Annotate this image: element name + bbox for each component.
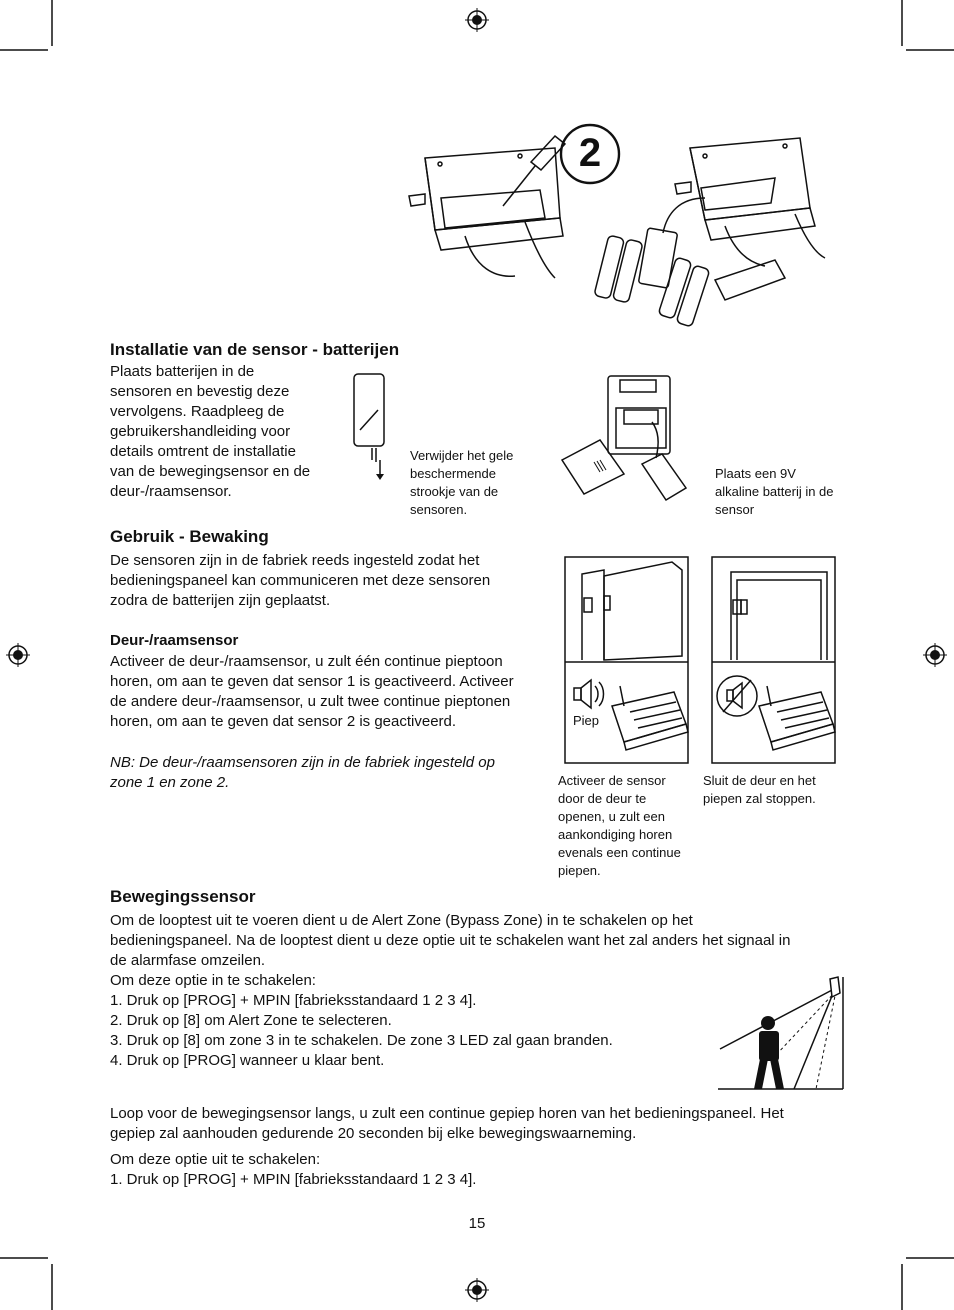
heading-installatie: Installatie van de sensor - batterijen	[110, 340, 400, 359]
caption-9v: Plaats een 9V alkaline batterij in de sensor	[715, 466, 834, 517]
registration-mark-right-icon	[923, 643, 947, 667]
door-closed-mute-illustration	[711, 556, 837, 766]
gebruik-intro: De sensoren zijn in de fabriek reeds ingesteld zodat het bedieningspaneel kan communiceren met deze sensoren zodra de batterijen zijn geplaatst.	[110, 552, 491, 609]
registration-mark-bottom-icon	[465, 1278, 489, 1302]
caption-door-close: Sluit de deur en het piepen zal stoppen.	[703, 773, 816, 806]
caption-strip: Verwijder het gele beschermende strookje van de sensoren.	[410, 448, 514, 517]
disable-text: Om deze optie uit te schakelen: 1. Druk op [PROG] + MPIN [fabrieksstandaard 1 2 3 4].	[110, 1151, 477, 1188]
walk-test-text: Loop voor de bewegingsensor langs, u zult een continue gepiep horen van het bedieningspaneel. Het gepiep zal aanhouden gedurende 20 seconden bij elke bewegingswaarneming.	[110, 1105, 784, 1142]
heading-bewegingssensor: Bewegingssensor	[110, 887, 256, 906]
caption-door-open: Activeer de sensor door de deur te openen, u zult een aankondiging horen evenals een continue piepen.	[558, 773, 681, 878]
walk-test-illustration	[716, 975, 846, 1091]
door-open-beep-illustration	[564, 556, 690, 766]
bewegingssensor-text: Om de looptest uit te voeren dient u de Alert Zone (Bypass Zone) in te schakelen op het bedieningspaneel. Na de looptest dient u deze optie uit te schakelen want het zal anders het signaal in de alarmfase omzeilen. Om deze optie in te schakelen: 1. Druk op [PROG] + MPIN [fabrieksstandaard 1 2 3 4]. 2. Druk op [8] om Alert Zone te selecteren. 3. Druk op [8] om zone 3 in te schakelen. De zone 3 LED zal gaan branden. 4. Druk op [PROG] wanneer u klaar bent.	[110, 912, 791, 1069]
motion-sensor-9v-illustration	[560, 374, 700, 504]
piep-label: Piep	[573, 713, 600, 728]
registration-mark-left-icon	[6, 643, 30, 667]
door-sensor-strip-illustration	[350, 372, 390, 482]
installatie-text: Plaats batterijen in de sensoren en bevestig deze vervolgens. Raadpleeg de gebruikershandleiding voor details omtrent de installatie van de bewegingsensor en de deur-/raamsensor.	[110, 363, 311, 500]
step-number: 2	[578, 131, 602, 175]
note-text: NB: De deur-/raamsensoren zijn in de fabriek ingesteld op zone 1 en zone 2.	[110, 754, 495, 791]
deur-raamsensor-text: Activeer de deur-/raamsensor, u zult één continue pieptoon horen, om aan te geven dat sensor 1 is geactiveerd. Activeer de andere deur-/raamsensor, u zult twee continue pieptonen horen, om aan te geven dat sensor 2 is geactiveerd.	[110, 653, 514, 730]
heading-gebruik: Gebruik - Bewaking	[110, 527, 269, 546]
registration-mark-top-icon	[465, 8, 489, 32]
heading-deur-raamsensor: Deur-/raamsensor	[110, 632, 239, 649]
page-number: 15	[468, 1215, 486, 1232]
panel-battery-illustration	[405, 118, 845, 328]
